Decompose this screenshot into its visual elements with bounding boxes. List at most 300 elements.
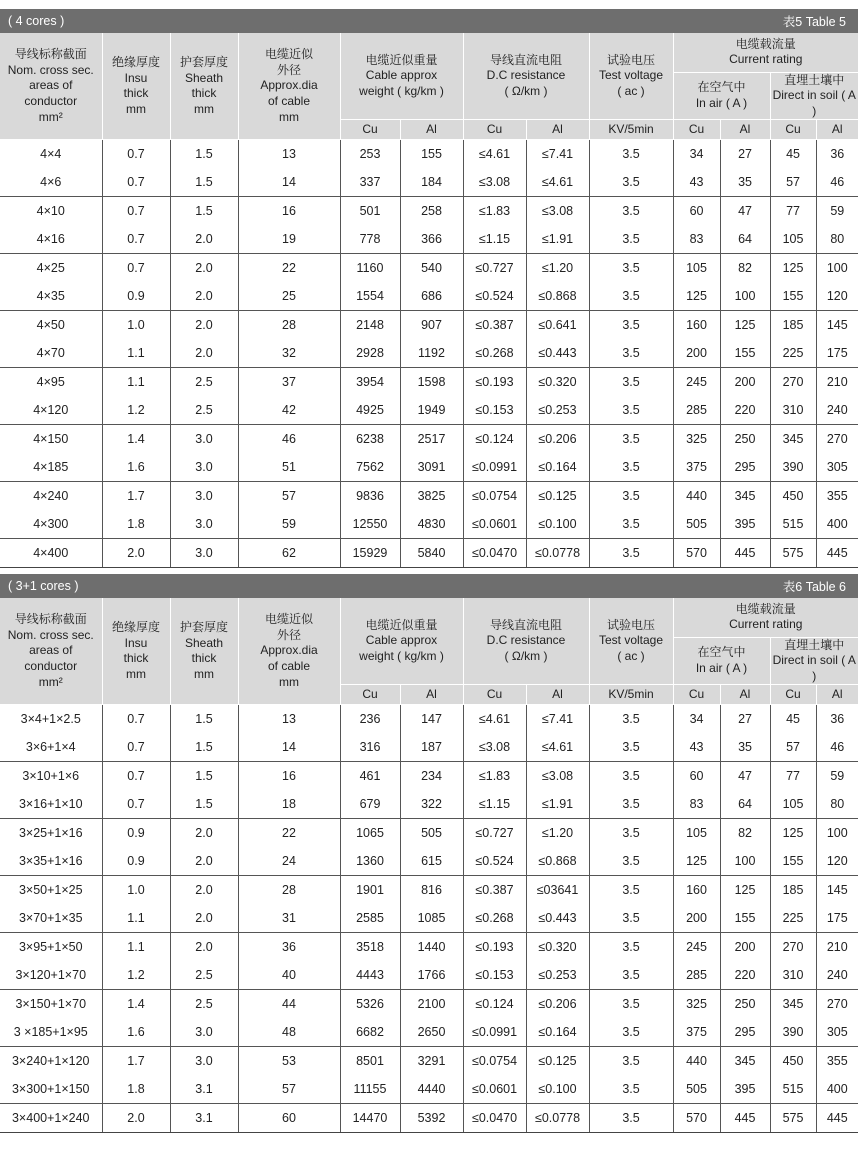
test-voltage-cell: 3.5: [589, 819, 673, 848]
soil-al-cell: 145: [816, 311, 858, 340]
test-voltage-cell: 3.5: [589, 847, 673, 876]
sheath-cell: 2.5: [170, 961, 238, 990]
diameter-cell: 22: [238, 819, 340, 848]
insulation-cell: 0.7: [102, 254, 170, 283]
sheath-cell: 2.0: [170, 904, 238, 933]
soil-cu-header: Cu: [770, 685, 816, 705]
weight-al-cell: 5840: [400, 539, 463, 568]
diameter-cell: 18: [238, 790, 340, 819]
nominal-cell: 4×6: [0, 168, 102, 197]
resistance-cu-cell: ≤0.268: [463, 339, 526, 368]
soil-cu-cell: 105: [770, 790, 816, 819]
soil-al-cell: 355: [816, 482, 858, 511]
header-line: Sheath: [184, 70, 224, 85]
resistance-cu-cell: ≤1.83: [463, 762, 526, 791]
resistance-cu-cell: ≤1.15: [463, 790, 526, 819]
weight-cu-cell: 2585: [340, 904, 400, 933]
air-cu-cell: 285: [673, 961, 720, 990]
air-al-cell: 220: [720, 961, 770, 990]
resistance-cu-cell: ≤0.193: [463, 933, 526, 962]
resistance-al-header: Al: [526, 120, 589, 140]
test-voltage-cell: 3.5: [589, 933, 673, 962]
weight-al-cell: 147: [400, 705, 463, 734]
insulation-cell: 0.7: [102, 762, 170, 791]
header-line: 导线标称截面: [14, 612, 87, 627]
air-al-cell: 445: [720, 1104, 770, 1133]
resistance-cu-cell: ≤0.124: [463, 425, 526, 454]
air-cu-cell: 83: [673, 225, 720, 254]
air-al-cell: 395: [720, 510, 770, 539]
soil-cu-cell: 390: [770, 453, 816, 482]
test-voltage-cell: 3.5: [589, 368, 673, 397]
insulation-header: [102, 598, 170, 705]
resistance-header: [463, 33, 589, 120]
weight-al-cell: 5392: [400, 1104, 463, 1133]
soil-al-cell: 36: [816, 705, 858, 734]
table-row: [0, 876, 858, 905]
sheath-cell: 2.0: [170, 876, 238, 905]
soil-al-cell: 80: [816, 225, 858, 254]
diameter-cell: 19: [238, 225, 340, 254]
test-voltage-cell: 3.5: [589, 539, 673, 568]
air-al-cell: 345: [720, 1047, 770, 1076]
test-voltage-cell: 3.5: [589, 904, 673, 933]
weight-cu-cell: 1554: [340, 282, 400, 311]
test-voltage-cell: 3.5: [589, 282, 673, 311]
header-line: Cable approx: [365, 633, 438, 648]
header-line: mm: [279, 109, 299, 124]
diameter-cell: 22: [238, 254, 340, 283]
nominal-cell: 4×240: [33, 489, 69, 504]
weight-cu-cell: 14470: [340, 1104, 400, 1133]
resistance-al-cell: ≤03641: [526, 876, 589, 905]
insulation-cell: 0.9: [102, 282, 170, 311]
weight-cu-cell: 5326: [340, 990, 400, 1019]
header-line: Approx.dia: [260, 643, 318, 658]
air-al-cell: 47: [720, 762, 770, 791]
table-row: [0, 453, 858, 482]
voltage-unit-header: KV/5min: [589, 685, 673, 705]
air-al-cell: 64: [720, 225, 770, 254]
soil-al-cell: 46: [816, 168, 858, 197]
weight-al-cell: 234: [400, 762, 463, 791]
weight-cu-cell: 236: [340, 705, 400, 734]
header-line: In air ( A ): [695, 95, 748, 110]
section-label: ( 3+1 cores ): [8, 579, 79, 593]
table-row: [0, 961, 858, 990]
weight-cu-cell: 501: [340, 197, 400, 226]
sheath-cell: 3.0: [170, 1018, 238, 1047]
resistance-cu-cell: ≤0.524: [463, 282, 526, 311]
header-line: 电缆载流量: [735, 36, 796, 51]
weight-al-cell: 1440: [400, 933, 463, 962]
resistance-al-cell: ≤0.868: [526, 847, 589, 876]
test-voltage-cell: 3.5: [589, 225, 673, 254]
insulation-cell: 1.7: [102, 482, 170, 511]
header-line: thick: [123, 651, 149, 666]
resistance-al-cell: ≤0.164: [526, 453, 589, 482]
resistance-al-cell: ≤0.443: [526, 339, 589, 368]
sheath-cell: 3.1: [170, 1104, 238, 1133]
air-al-cell: 200: [720, 368, 770, 397]
nominal-cell: 4×35: [0, 282, 102, 311]
weight-cu-cell: 2148: [340, 311, 400, 340]
resistance-cu-header: Cu: [463, 120, 526, 140]
insulation-cell: 0.7: [102, 733, 170, 762]
weight-cu-cell: 2928: [340, 339, 400, 368]
air-cu-cell: 34: [673, 140, 720, 169]
sheath-header: [170, 33, 238, 140]
resistance-al-cell: ≤4.61: [526, 168, 589, 197]
soil-cu-cell: 155: [770, 847, 816, 876]
table-row: [0, 510, 858, 539]
resistance-cu-cell: ≤0.387: [463, 311, 526, 340]
soil-al-cell: 120: [816, 282, 858, 311]
soil-cu-cell: 575: [770, 1104, 816, 1133]
soil-cu-cell: 450: [770, 1047, 816, 1076]
weight-al-cell: 4830: [400, 510, 463, 539]
nominal-cell: 4×150: [33, 432, 69, 447]
current-header: [673, 598, 858, 637]
insulation-cell: 1.1: [102, 933, 170, 962]
header-line: 护套厚度: [179, 54, 228, 69]
header-line: 导线直流电阻: [490, 617, 563, 632]
sheath-cell: 1.5: [170, 733, 238, 762]
header-line: 电缆近似: [264, 612, 313, 627]
soil-al-cell: 120: [816, 847, 858, 876]
test-voltage-cell: 3.5: [589, 1104, 673, 1133]
header-line: 在空气中: [697, 645, 746, 660]
test-voltage-cell: 3.5: [589, 396, 673, 425]
soil-cu-cell: 57: [770, 168, 816, 197]
air-cu-cell: 375: [673, 1018, 720, 1047]
soil-cu-cell: 345: [770, 425, 816, 454]
resistance-al-cell: ≤1.20: [526, 254, 589, 283]
table-row: [0, 225, 858, 254]
table-row: [0, 1075, 858, 1104]
weight-cu-cell: 4443: [340, 961, 400, 990]
air-cu-cell: 285: [673, 396, 720, 425]
resistance-cu-cell: ≤0.0991: [463, 453, 526, 482]
test-voltage-cell: 3.5: [589, 762, 673, 791]
resistance-cu-cell: ≤0.0470: [463, 1104, 526, 1133]
soil-al-cell: 305: [816, 453, 858, 482]
header-line: mm: [126, 101, 146, 116]
air-al-cell: 27: [720, 140, 770, 169]
nominal-cell: 4×50: [36, 318, 65, 333]
weight-cu-header: Cu: [340, 685, 400, 705]
header-line: 试验电压: [607, 52, 656, 67]
test-voltage-cell: 3.5: [589, 510, 673, 539]
weight-cu-cell: 8501: [340, 1047, 400, 1076]
header-line: thick: [191, 651, 217, 666]
test-voltage-cell: 3.5: [589, 733, 673, 762]
header-line: of cable: [267, 93, 311, 108]
air-al-cell: 100: [720, 847, 770, 876]
insulation-cell: 1.8: [102, 1075, 170, 1104]
resistance-al-cell: ≤0.253: [526, 396, 589, 425]
weight-cu-cell: 461: [340, 762, 400, 791]
soil-al-cell: 210: [816, 933, 858, 962]
nominal-cell: 3×35+1×16: [0, 847, 102, 876]
soil-al-header: Al: [816, 685, 858, 705]
table-row: [0, 339, 858, 368]
insulation-cell: 1.2: [102, 961, 170, 990]
header-line: ( Ω/km ): [504, 83, 548, 98]
header-line: mm: [126, 666, 146, 681]
sheath-cell: 2.0: [170, 847, 238, 876]
table-title-bar: [0, 574, 858, 598]
nominal-cell: 4×10: [36, 204, 65, 219]
weight-al-cell: 2517: [400, 425, 463, 454]
air-cu-cell: 200: [673, 904, 720, 933]
header-line: weight ( kg/km ): [359, 648, 444, 663]
resistance-al-cell: ≤0.0778: [526, 539, 589, 568]
air-al-cell: 250: [720, 990, 770, 1019]
header-line: 电缆近似: [264, 47, 313, 62]
nominal-cell: 3 ×185+1×95: [0, 1018, 102, 1047]
air-al-cell: 445: [720, 539, 770, 568]
sheath-cell: 2.0: [170, 225, 238, 254]
nominal-cell: 4×4: [40, 147, 62, 162]
current-header: [673, 33, 858, 72]
section-label: ( 4 cores ): [8, 14, 65, 28]
resistance-al-cell: ≤0.641: [526, 311, 589, 340]
soil-al-cell: 100: [816, 819, 858, 848]
diameter-cell: 36: [238, 933, 340, 962]
air-cu-cell: 105: [673, 254, 720, 283]
weight-al-cell: 3091: [400, 453, 463, 482]
table-row: [0, 168, 858, 197]
nominal-cell: 4×300: [0, 510, 102, 539]
weight-cu-cell: 9836: [340, 482, 400, 511]
nominal-cell: 3×70+1×35: [0, 904, 102, 933]
spec-table: [0, 598, 858, 1133]
weight-al-cell: 258: [400, 197, 463, 226]
soil-al-cell: 210: [816, 368, 858, 397]
nominal-cell: 4×95: [36, 375, 65, 390]
sheath-cell: 3.0: [170, 453, 238, 482]
weight-al-cell: 2650: [400, 1018, 463, 1047]
sheath-cell: 3.0: [170, 425, 238, 454]
air-cu-cell: 105: [673, 819, 720, 848]
test-voltage-cell: 3.5: [589, 790, 673, 819]
insulation-cell: 1.4: [102, 990, 170, 1019]
weight-cu-cell: 679: [340, 790, 400, 819]
nominal-cell: 3×50+1×25: [18, 883, 83, 898]
insulation-cell: 1.0: [102, 876, 170, 905]
sheath-cell: 1.5: [170, 168, 238, 197]
table-body: [0, 140, 858, 568]
weight-al-cell: 686: [400, 282, 463, 311]
test-voltage-cell: 3.5: [589, 1075, 673, 1104]
header-line: weight ( kg/km ): [359, 83, 444, 98]
header-line: Cable approx: [365, 68, 438, 83]
header-line: 电缆载流量: [735, 601, 796, 616]
in-soil-header: [770, 637, 858, 685]
sheath-cell: 1.5: [170, 197, 238, 226]
header-line: 绝缘厚度: [111, 619, 160, 634]
nominal-cell: 3×120+1×70: [0, 961, 102, 990]
weight-cu-cell: 6682: [340, 1018, 400, 1047]
weight-al-cell: 1085: [400, 904, 463, 933]
air-cu-cell: 570: [673, 539, 720, 568]
soil-al-cell: 445: [816, 1104, 858, 1133]
insulation-cell: 0.7: [102, 790, 170, 819]
soil-al-cell: 445: [816, 539, 858, 568]
air-al-cell: 345: [720, 482, 770, 511]
air-al-cell: 100: [720, 282, 770, 311]
weight-al-cell: 1766: [400, 961, 463, 990]
header-line: 直埋土壤中: [784, 72, 845, 87]
weight-al-cell: 505: [400, 819, 463, 848]
weight-cu-cell: 4925: [340, 396, 400, 425]
sheath-cell: 3.0: [170, 510, 238, 539]
header-line: Current rating: [729, 617, 803, 632]
table-row: [0, 790, 858, 819]
resistance-al-cell: ≤7.41: [526, 705, 589, 734]
test-voltage-cell: 3.5: [589, 140, 673, 169]
header-line: 导线直流电阻: [490, 52, 563, 67]
weight-al-cell: 3825: [400, 482, 463, 511]
soil-al-cell: 80: [816, 790, 858, 819]
nominal-cell: 3×400+1×240: [0, 1104, 102, 1133]
air-al-cell: 35: [720, 168, 770, 197]
insulation-cell: 1.4: [102, 425, 170, 454]
weight-cu-cell: 3518: [340, 933, 400, 962]
air-cu-cell: 34: [673, 705, 720, 734]
air-al-cell: 125: [720, 311, 770, 340]
soil-cu-cell: 45: [770, 705, 816, 734]
header-line: D.C resistance: [486, 633, 566, 648]
weight-cu-cell: 1065: [340, 819, 400, 848]
nominal-cell: 3×4+1×2.5: [20, 712, 81, 727]
weight-cu-header: Cu: [340, 120, 400, 140]
air-cu-cell: 505: [673, 510, 720, 539]
air-al-cell: 155: [720, 339, 770, 368]
insulation-cell: 1.1: [102, 368, 170, 397]
nominal-cell: 3×95+1×50: [18, 940, 83, 955]
table-row: [0, 1104, 858, 1133]
air-al-cell: 35: [720, 733, 770, 762]
nominal-cell: 3×6+1×4: [0, 733, 102, 762]
weight-cu-cell: 1160: [340, 254, 400, 283]
table-body: [0, 705, 858, 1133]
table-5-block: [0, 9, 858, 568]
diameter-cell: 14: [238, 168, 340, 197]
air-al-cell: 82: [720, 254, 770, 283]
insulation-cell: 0.7: [102, 140, 170, 169]
resistance-al-cell: ≤3.08: [526, 197, 589, 226]
header-line: Sheath: [184, 635, 224, 650]
test-voltage-cell: 3.5: [589, 705, 673, 734]
insulation-cell: 2.0: [102, 539, 170, 568]
table-row: [0, 733, 858, 762]
header-line: Test voltage: [598, 633, 664, 648]
resistance-cu-cell: ≤0.193: [463, 368, 526, 397]
insulation-cell: 0.7: [102, 705, 170, 734]
weight-al-header: Al: [400, 120, 463, 140]
nominal-cell: 3×16+1×10: [0, 790, 102, 819]
soil-al-cell: 240: [816, 961, 858, 990]
insulation-cell: 1.0: [102, 311, 170, 340]
test-voltage-cell: 3.5: [589, 311, 673, 340]
soil-cu-cell: 77: [770, 762, 816, 791]
air-al-cell: 200: [720, 933, 770, 962]
diameter-cell: 44: [238, 990, 340, 1019]
resistance-cu-cell: ≤0.0991: [463, 1018, 526, 1047]
header-line: Nom. cross sec.: [7, 627, 94, 642]
insulation-cell: 1.1: [102, 339, 170, 368]
voltage-header: [589, 598, 673, 685]
resistance-header: [463, 598, 589, 685]
resistance-cu-cell: ≤0.524: [463, 847, 526, 876]
resistance-al-cell: ≤1.20: [526, 819, 589, 848]
nominal-cell: 3×300+1×150: [0, 1075, 102, 1104]
table-row: [0, 847, 858, 876]
resistance-al-header: Al: [526, 685, 589, 705]
sheath-cell: 3.0: [170, 539, 238, 568]
header-line: thick: [123, 86, 149, 101]
soil-cu-cell: 125: [770, 819, 816, 848]
table-row: [0, 904, 858, 933]
resistance-al-cell: ≤0.100: [526, 1075, 589, 1104]
voltage-unit-header: KV/5min: [589, 120, 673, 140]
diameter-cell: 14: [238, 733, 340, 762]
resistance-cu-cell: ≤3.08: [463, 733, 526, 762]
soil-al-cell: 240: [816, 396, 858, 425]
soil-al-cell: 400: [816, 1075, 858, 1104]
soil-cu-cell: 515: [770, 1075, 816, 1104]
header-line: 绝缘厚度: [111, 54, 160, 69]
insulation-cell: 1.7: [102, 1047, 170, 1076]
resistance-cu-cell: ≤4.61: [463, 705, 526, 734]
insulation-cell: 0.9: [102, 819, 170, 848]
insulation-cell: 0.9: [102, 847, 170, 876]
insulation-cell: 1.1: [102, 904, 170, 933]
spec-table: [0, 33, 858, 568]
diameter-cell: 62: [238, 539, 340, 568]
air-cu-cell: 43: [673, 168, 720, 197]
resistance-al-cell: ≤0.125: [526, 1047, 589, 1076]
resistance-al-cell: ≤1.91: [526, 225, 589, 254]
table-label: 表6 Table 6: [782, 580, 846, 594]
soil-al-cell: 145: [816, 876, 858, 905]
test-voltage-cell: 3.5: [589, 339, 673, 368]
header-line: 电缆近似重量: [365, 52, 438, 67]
air-al-cell: 220: [720, 396, 770, 425]
sheath-cell: 1.5: [170, 140, 238, 169]
air-cu-cell: 325: [673, 990, 720, 1019]
air-cu-cell: 125: [673, 847, 720, 876]
header-line: In air ( A ): [695, 660, 748, 675]
nominal-cell: 3×240+1×120: [11, 1054, 90, 1069]
diameter-cell: 16: [238, 197, 340, 226]
weight-al-cell: 615: [400, 847, 463, 876]
air-al-cell: 27: [720, 705, 770, 734]
in-soil-header: [770, 72, 858, 120]
soil-al-cell: 59: [816, 762, 858, 791]
table-row: [0, 425, 858, 454]
sheath-cell: 3.0: [170, 1047, 238, 1076]
diameter-cell: 40: [238, 961, 340, 990]
soil-cu-cell: 185: [770, 311, 816, 340]
header-line: mm: [194, 101, 214, 116]
weight-al-cell: 1598: [400, 368, 463, 397]
soil-cu-cell: 125: [770, 254, 816, 283]
weight-al-cell: 540: [400, 254, 463, 283]
header-line: Insu: [124, 635, 148, 650]
